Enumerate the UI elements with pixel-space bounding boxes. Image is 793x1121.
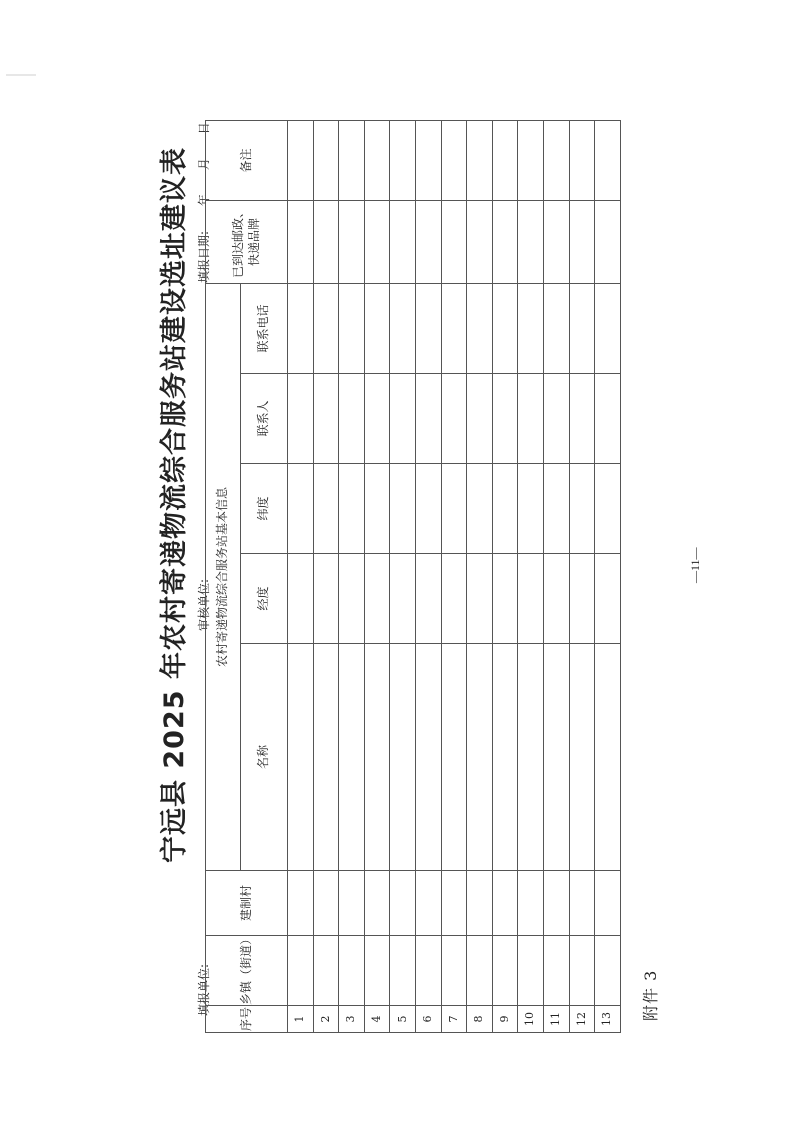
latitude-cell[interactable] [518, 464, 544, 554]
remarks-cell[interactable] [492, 121, 518, 201]
row-number: 12 [569, 1006, 595, 1033]
brands-cell[interactable] [390, 201, 416, 284]
remarks-cell[interactable] [390, 121, 416, 201]
town-cell[interactable] [441, 936, 467, 1006]
brands-cell[interactable] [415, 201, 441, 284]
name-cell[interactable] [467, 644, 493, 871]
row-number: 8 [467, 1006, 493, 1033]
contact-cell[interactable] [364, 374, 390, 464]
name-cell[interactable] [313, 644, 339, 871]
table-row [492, 121, 518, 1033]
town-cell[interactable] [569, 936, 595, 1006]
latitude-cell[interactable] [595, 464, 621, 554]
brands-cell[interactable] [518, 201, 544, 284]
village-cell[interactable] [492, 871, 518, 936]
brands-cell[interactable] [595, 201, 621, 284]
table-row [390, 121, 416, 1033]
longitude-cell[interactable] [543, 554, 569, 644]
row-number: 2 [313, 1006, 339, 1033]
header-brands: 已到达邮政、快递品牌 [206, 201, 288, 284]
phone-cell[interactable] [441, 284, 467, 374]
contact-cell[interactable] [288, 374, 314, 464]
header-phone: 联系电话 [241, 284, 288, 374]
name-cell[interactable] [543, 644, 569, 871]
header-town: 乡镇（街道） [206, 936, 288, 1006]
longitude-cell[interactable] [415, 554, 441, 644]
latitude-cell[interactable] [441, 464, 467, 554]
header-station-group: 农村寄递物流综合服务站基本信息 [206, 284, 241, 871]
town-cell[interactable] [415, 936, 441, 1006]
longitude-cell[interactable] [339, 554, 365, 644]
table-row [364, 121, 390, 1033]
town-cell[interactable] [313, 936, 339, 1006]
name-cell[interactable] [492, 644, 518, 871]
longitude-cell[interactable] [492, 554, 518, 644]
contact-cell[interactable] [543, 374, 569, 464]
table-row [441, 121, 467, 1033]
latitude-cell[interactable] [313, 464, 339, 554]
table-row [467, 121, 493, 1033]
table-row [595, 121, 621, 1033]
phone-cell[interactable] [543, 284, 569, 374]
brands-cell[interactable] [569, 201, 595, 284]
phone-cell[interactable] [288, 284, 314, 374]
contact-cell[interactable] [595, 374, 621, 464]
header-seq: 序号 [206, 1006, 288, 1033]
village-cell[interactable] [569, 871, 595, 936]
latitude-cell[interactable] [492, 464, 518, 554]
longitude-cell[interactable] [364, 554, 390, 644]
phone-cell[interactable] [467, 284, 493, 374]
row-number: 11 [543, 1006, 569, 1033]
brands-cell[interactable] [467, 201, 493, 284]
village-cell[interactable] [313, 871, 339, 936]
phone-cell[interactable] [492, 284, 518, 374]
name-cell[interactable] [415, 644, 441, 871]
village-cell[interactable] [543, 871, 569, 936]
latitude-cell[interactable] [415, 464, 441, 554]
phone-cell[interactable] [415, 284, 441, 374]
latitude-cell[interactable] [569, 464, 595, 554]
village-cell[interactable] [518, 871, 544, 936]
longitude-cell[interactable] [518, 554, 544, 644]
remarks-cell[interactable] [313, 121, 339, 201]
contact-cell[interactable] [441, 374, 467, 464]
page-number: —11— [688, 547, 702, 583]
village-cell[interactable] [390, 871, 416, 936]
brands-cell[interactable] [543, 201, 569, 284]
longitude-cell[interactable] [313, 554, 339, 644]
name-cell[interactable] [518, 644, 544, 871]
name-cell[interactable] [595, 644, 621, 871]
brands-cell[interactable] [288, 201, 314, 284]
longitude-cell[interactable] [288, 554, 314, 644]
scan-artifact [6, 74, 36, 76]
row-number: 13 [595, 1006, 621, 1033]
village-cell[interactable] [288, 871, 314, 936]
row-number: 5 [390, 1006, 416, 1033]
row-number: 6 [415, 1006, 441, 1033]
village-cell[interactable] [364, 871, 390, 936]
phone-cell[interactable] [313, 284, 339, 374]
contact-cell[interactable] [339, 374, 365, 464]
latitude-cell[interactable] [543, 464, 569, 554]
remarks-cell[interactable] [569, 121, 595, 201]
fill-date-label: 填报日期: [197, 230, 211, 283]
longitude-cell[interactable] [441, 554, 467, 644]
latitude-cell[interactable] [339, 464, 365, 554]
name-cell[interactable] [390, 644, 416, 871]
town-cell[interactable] [518, 936, 544, 1006]
phone-cell[interactable] [339, 284, 365, 374]
remarks-cell[interactable] [595, 121, 621, 201]
village-cell[interactable] [339, 871, 365, 936]
phone-cell[interactable] [569, 284, 595, 374]
town-cell[interactable] [492, 936, 518, 1006]
remarks-cell[interactable] [415, 121, 441, 201]
header-remarks: 备注 [206, 121, 288, 201]
town-cell[interactable] [543, 936, 569, 1006]
longitude-cell[interactable] [390, 554, 416, 644]
town-cell[interactable] [339, 936, 365, 1006]
town-cell[interactable] [390, 936, 416, 1006]
review-unit-label: 审核单位: [197, 578, 211, 631]
phone-cell[interactable] [518, 284, 544, 374]
contact-cell[interactable] [313, 374, 339, 464]
remarks-cell[interactable] [364, 121, 390, 201]
remarks-cell[interactable] [518, 121, 544, 201]
village-cell[interactable] [467, 871, 493, 936]
table-row [288, 121, 314, 1033]
table-row [569, 121, 595, 1033]
village-cell[interactable] [441, 871, 467, 936]
contact-cell[interactable] [415, 374, 441, 464]
brands-cell[interactable] [441, 201, 467, 284]
table-row [543, 121, 569, 1033]
attachment-label: 附件 3 [641, 969, 660, 1021]
fill-unit-label: 填报单位: [197, 963, 211, 1016]
row-number: 3 [339, 1006, 365, 1033]
village-cell[interactable] [415, 871, 441, 936]
town-cell[interactable] [595, 936, 621, 1006]
longitude-cell[interactable] [569, 554, 595, 644]
name-cell[interactable] [288, 644, 314, 871]
town-cell[interactable] [467, 936, 493, 1006]
latitude-cell[interactable] [390, 464, 416, 554]
contact-cell[interactable] [518, 374, 544, 464]
brands-cell[interactable] [364, 201, 390, 284]
name-cell[interactable] [364, 644, 390, 871]
contact-cell[interactable] [569, 374, 595, 464]
header-contact: 联系人 [241, 374, 288, 464]
header-village: 建制村 [206, 871, 288, 936]
table-row [415, 121, 441, 1033]
brands-cell[interactable] [339, 201, 365, 284]
row-number: 4 [364, 1006, 390, 1033]
remarks-cell[interactable] [467, 121, 493, 201]
table-row [313, 121, 339, 1033]
remarks-cell[interactable] [339, 121, 365, 201]
row-number: 1 [288, 1006, 314, 1033]
contact-cell[interactable] [390, 374, 416, 464]
header-name: 名称 [241, 644, 288, 871]
phone-cell[interactable] [390, 284, 416, 374]
phone-cell[interactable] [595, 284, 621, 374]
brands-cell[interactable] [492, 201, 518, 284]
remarks-cell[interactable] [543, 121, 569, 201]
contact-cell[interactable] [492, 374, 518, 464]
date-words: 年 月 日 [197, 122, 211, 206]
brands-cell[interactable] [313, 201, 339, 284]
town-cell[interactable] [364, 936, 390, 1006]
name-cell[interactable] [569, 644, 595, 871]
longitude-cell[interactable] [595, 554, 621, 644]
table-row [339, 121, 365, 1033]
table-row [518, 121, 544, 1033]
form-table [205, 120, 621, 1033]
name-cell[interactable] [339, 644, 365, 871]
town-cell[interactable] [288, 936, 314, 1006]
row-number: 9 [492, 1006, 518, 1033]
latitude-cell[interactable] [288, 464, 314, 554]
longitude-cell[interactable] [467, 554, 493, 644]
phone-cell[interactable] [364, 284, 390, 374]
header-latitude: 纬度 [241, 464, 288, 554]
latitude-cell[interactable] [467, 464, 493, 554]
village-cell[interactable] [595, 871, 621, 936]
contact-cell[interactable] [467, 374, 493, 464]
remarks-cell[interactable] [288, 121, 314, 201]
page-title: 宁远县 2025 年农村寄递物流综合服务站建设选址建议表 [159, 147, 190, 863]
row-number: 10 [518, 1006, 544, 1033]
header-longitude: 经度 [241, 554, 288, 644]
row-number: 7 [441, 1006, 467, 1033]
name-cell[interactable] [441, 644, 467, 871]
remarks-cell[interactable] [441, 121, 467, 201]
latitude-cell[interactable] [364, 464, 390, 554]
